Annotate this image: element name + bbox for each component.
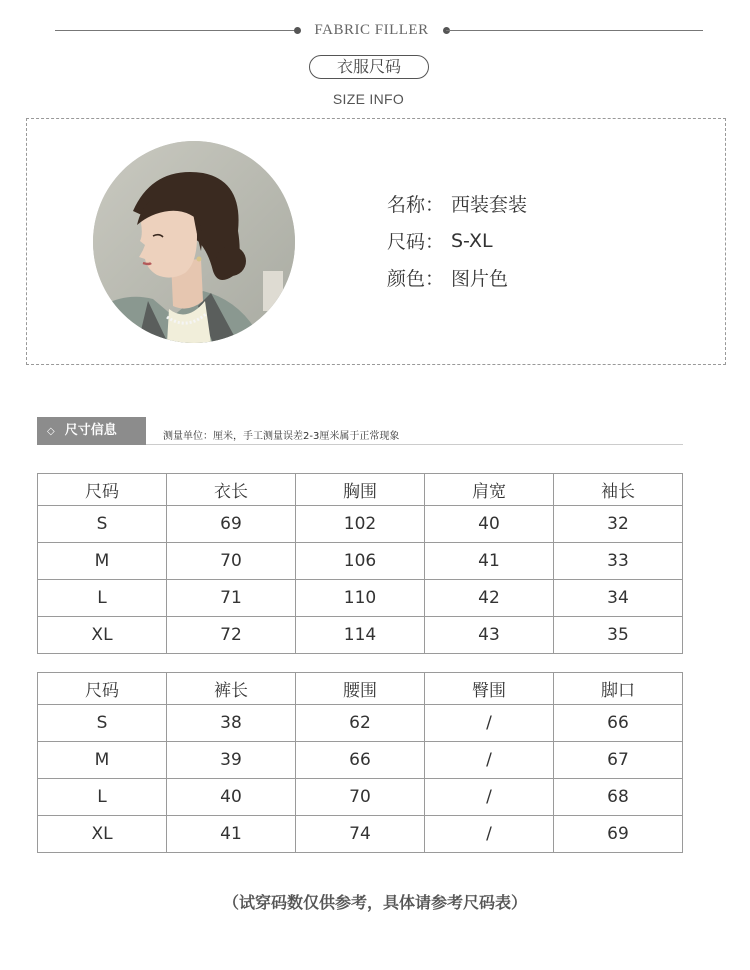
- section-tag-label: 尺寸信息: [64, 423, 117, 438]
- table-cell: M: [38, 742, 167, 779]
- table-cell: /: [425, 742, 554, 779]
- table-row: [38, 617, 683, 654]
- table-cell: 68: [553, 779, 682, 816]
- table-row: [38, 705, 683, 742]
- table-row: [38, 779, 683, 816]
- measurement-note: 测量单位：厘米，手工测量误差2-3厘米属于正常现象: [163, 431, 400, 442]
- table-cell: 69: [166, 506, 295, 543]
- product-color-label: 颜色：: [387, 268, 445, 290]
- table-cell: XL: [38, 617, 167, 654]
- header-subtitle: SIZE INFO: [332, 91, 405, 107]
- header-divider-left: [55, 30, 298, 31]
- product-name-label: 名称：: [387, 194, 445, 216]
- header-divider-right: [446, 30, 703, 31]
- product-size-row: [387, 222, 527, 259]
- table-cell: S: [38, 506, 167, 543]
- product-info-card: [26, 118, 726, 365]
- table-header-cell: 袖长: [553, 474, 682, 506]
- table-cell: 34: [553, 580, 682, 617]
- table-cell: 32: [553, 506, 682, 543]
- table-header-cell: 臀围: [425, 673, 554, 705]
- product-color-value: 图片色: [451, 268, 509, 290]
- table-cell: 69: [553, 816, 682, 853]
- table-cell: 43: [424, 617, 553, 654]
- table-cell: /: [425, 705, 554, 742]
- table-cell: 41: [424, 543, 553, 580]
- table-row: [38, 506, 683, 543]
- product-size-value: S-XL: [451, 229, 493, 252]
- pants-size-table: [37, 672, 683, 853]
- diamond-icon: ◇: [47, 426, 55, 437]
- table-cell: 40: [167, 779, 296, 816]
- table-cell: M: [38, 543, 167, 580]
- table-header-cell: 腰围: [296, 673, 425, 705]
- table-header-row: [38, 673, 683, 705]
- table-header-cell: 衣长: [166, 474, 295, 506]
- section-divider: [146, 444, 683, 445]
- table-row: [38, 816, 683, 853]
- table-cell: 114: [295, 617, 424, 654]
- product-name-row: [387, 185, 527, 222]
- product-color-row: [387, 259, 527, 296]
- table-cell: 33: [553, 543, 682, 580]
- table-cell: 102: [295, 506, 424, 543]
- header-label-en: FABRIC FILLER: [314, 22, 429, 38]
- table-cell: /: [425, 816, 554, 853]
- table-cell: 71: [166, 580, 295, 617]
- table-cell: 40: [424, 506, 553, 543]
- table-cell: 70: [296, 779, 425, 816]
- table-cell: 62: [296, 705, 425, 742]
- table-cell: L: [38, 779, 167, 816]
- table-cell: S: [38, 705, 167, 742]
- table-cell: 74: [296, 816, 425, 853]
- table-cell: 38: [167, 705, 296, 742]
- table-cell: 110: [295, 580, 424, 617]
- table-row: [38, 543, 683, 580]
- table-cell: 106: [295, 543, 424, 580]
- table-cell: /: [425, 779, 554, 816]
- table-cell: 41: [167, 816, 296, 853]
- table-header-row: [38, 474, 683, 506]
- model-portrait-photo: [93, 141, 295, 343]
- table-cell: 67: [553, 742, 682, 779]
- header-title-pill: 衣服尺码: [309, 55, 429, 79]
- size-info-section-tag: [37, 417, 146, 445]
- table-cell: 72: [166, 617, 295, 654]
- table-cell: L: [38, 580, 167, 617]
- product-size-label: 尺码：: [387, 231, 445, 253]
- table-cell: 70: [166, 543, 295, 580]
- table-header-cell: 胸围: [295, 474, 424, 506]
- product-name-value: 西装套装: [451, 194, 528, 216]
- table-cell: 42: [424, 580, 553, 617]
- table-cell: XL: [38, 816, 167, 853]
- table-header-cell: 脚口: [553, 673, 682, 705]
- table-row: [38, 742, 683, 779]
- table-row: [38, 580, 683, 617]
- footer-note: （试穿码数仅供参考，具体请参考尺码表）: [222, 893, 527, 912]
- table-cell: 39: [167, 742, 296, 779]
- table-header-cell: 裤长: [167, 673, 296, 705]
- table-header-cell: 尺码: [38, 673, 167, 705]
- table-cell: 66: [296, 742, 425, 779]
- table-cell: 35: [553, 617, 682, 654]
- portrait-illustration: [93, 141, 295, 343]
- table-header-cell: 肩宽: [424, 474, 553, 506]
- top-size-table: [37, 473, 683, 654]
- table-header-cell: 尺码: [38, 474, 167, 506]
- table-cell: 66: [553, 705, 682, 742]
- product-attributes: [387, 185, 527, 296]
